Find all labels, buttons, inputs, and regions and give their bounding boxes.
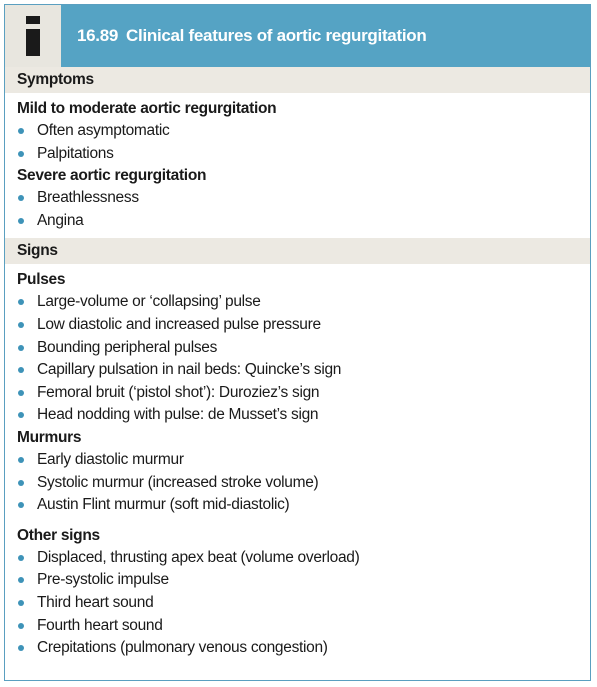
list-item: Breathlessness xyxy=(17,187,578,210)
bullet-icon xyxy=(18,218,24,224)
bullet-icon xyxy=(18,502,24,508)
list-item: Capillary pulsation in nail beds: Quincke’s sign xyxy=(17,359,578,382)
list-severe xyxy=(17,187,578,232)
section-symptoms: Symptoms xyxy=(5,67,590,93)
list-item: Often asymptomatic xyxy=(17,120,578,143)
list-item: Head nodding with pulse: de Musset’s sign xyxy=(17,404,578,427)
box-number: 16.89 xyxy=(77,26,119,45)
bullet-icon xyxy=(18,457,24,463)
list-item: Angina xyxy=(17,210,578,233)
subheading-murmurs: Murmurs xyxy=(17,428,82,446)
list-item: Bounding peripheral pulses xyxy=(17,337,578,360)
subheading-severe: Severe aortic regurgitation xyxy=(17,167,207,185)
list-mild xyxy=(17,120,578,165)
bullet-icon xyxy=(18,345,24,351)
list-other-signs xyxy=(17,547,578,660)
section-signs: Signs xyxy=(5,238,590,264)
bullet-icon xyxy=(18,555,24,561)
bullet-icon xyxy=(18,195,24,201)
list-item: Fourth heart sound xyxy=(17,615,578,638)
bullet-icon xyxy=(18,480,24,486)
bullet-icon xyxy=(18,645,24,651)
subheading-other-signs: Other signs xyxy=(17,526,100,544)
list-item: Early diastolic murmur xyxy=(17,449,578,472)
bullet-icon xyxy=(18,623,24,629)
symptoms-content xyxy=(5,93,590,238)
list-item: Third heart sound xyxy=(17,592,578,615)
list-item: Systolic murmur (increased stroke volume) xyxy=(17,472,578,495)
bullet-icon xyxy=(18,390,24,396)
bullet-icon xyxy=(18,128,24,134)
list-item: Displaced, thrusting apex beat (volume overload) xyxy=(17,547,578,570)
info-box xyxy=(5,5,61,67)
subheading-mild: Mild to moderate aortic regurgitation xyxy=(17,100,277,117)
bullet-icon xyxy=(18,322,24,328)
list-item: Large-volume or ‘collapsing’ pulse xyxy=(17,291,578,314)
subheading-pulses: Pulses xyxy=(17,271,66,289)
bullet-icon xyxy=(18,151,24,157)
list-item: Low diastolic and increased pulse pressure xyxy=(17,314,578,337)
box-title xyxy=(77,5,426,67)
bullet-icon xyxy=(18,299,24,305)
list-item: Femoral bruit (‘pistol shot’): Duroziez’s sign xyxy=(17,382,578,405)
list-item: Palpitations xyxy=(17,143,578,166)
bullet-icon xyxy=(18,577,24,583)
bullet-icon xyxy=(18,367,24,373)
box-title-text: Clinical features of aortic regurgitation xyxy=(126,26,427,45)
list-item: Pre-systolic impulse xyxy=(17,569,578,592)
list-murmurs xyxy=(17,449,578,517)
signs-content xyxy=(5,264,590,665)
list-pulses xyxy=(17,291,578,427)
box-header xyxy=(5,5,590,67)
list-item: Crepitations (pulmonary venous congestion) xyxy=(17,637,578,660)
bullet-icon xyxy=(18,412,24,418)
list-item: Austin Flint murmur (soft mid-diastolic) xyxy=(17,494,578,517)
bullet-icon xyxy=(18,600,24,606)
clinical-features-box xyxy=(4,4,591,681)
info-i-icon xyxy=(23,16,43,56)
